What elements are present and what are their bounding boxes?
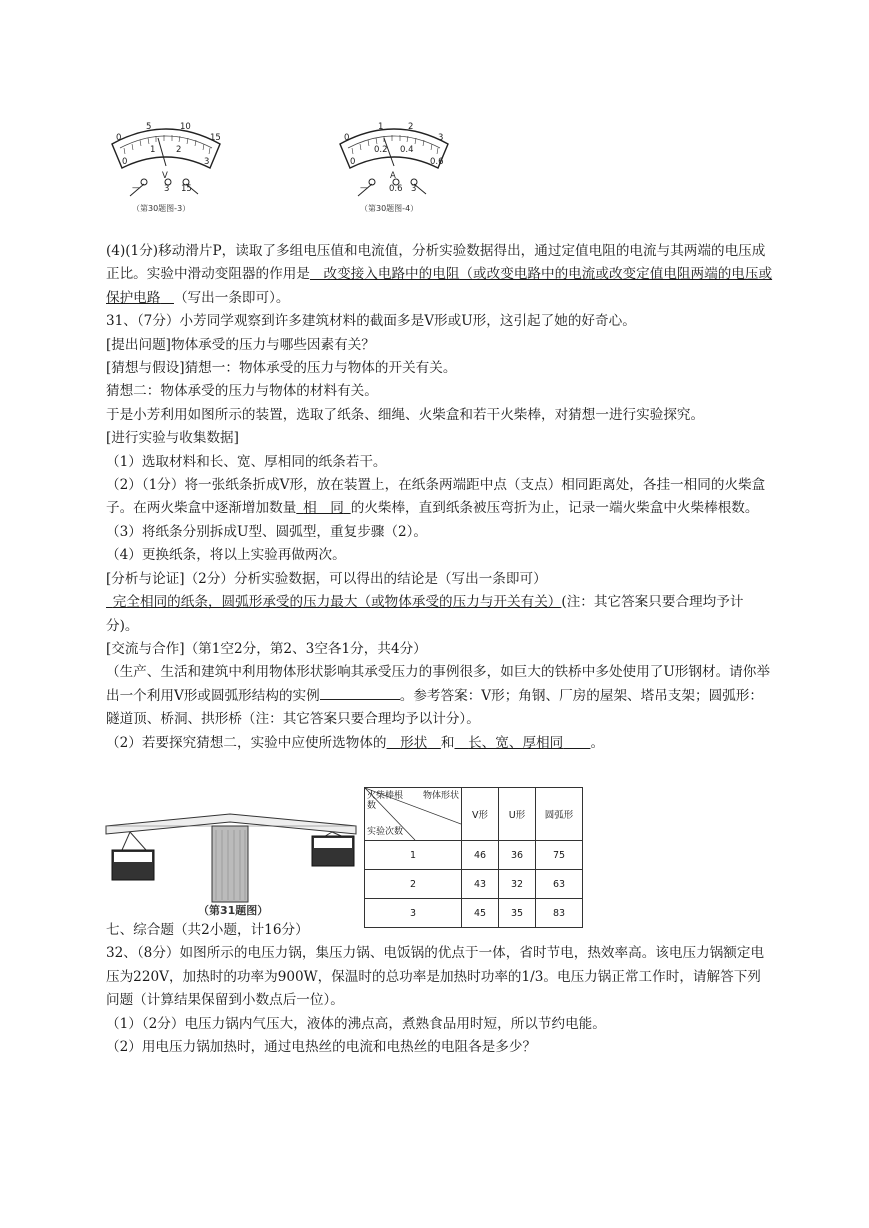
table-corner-header (365, 788, 462, 841)
voltmeter-unit: V (162, 171, 168, 181)
table-cell: 46 (462, 841, 499, 870)
ammeter-top-0: 0 (344, 133, 350, 143)
q31-hypothesis-2: 猜想二：物体承受的压力与物体的材料有关。 (106, 383, 378, 400)
q31-analysis-answer (106, 591, 774, 638)
table-header-matches: 火柴棒根数 (367, 791, 404, 811)
ammeter-terminal-neg: — (360, 183, 369, 193)
ammeter-bottom-0: 0 (350, 157, 356, 167)
q31-question: [提出问题]物体承受的压力与哪些因素有关？ (106, 336, 375, 353)
table-cell: 63 (536, 870, 583, 899)
table-header-shape: 物体形状 (422, 791, 459, 801)
voltmeter-top-0: 0 (116, 133, 122, 143)
table-col-v: V形 (462, 788, 499, 841)
table-col-u: U形 (499, 788, 536, 841)
q32-title: 32、（8分）如图所示的电压力锅，集压力锅、电饭锅的优点于一体，省时节电，热效率高。该电压力锅额定电压为220V，加热时的功率为900W，保温时的总功率是加热时功率的1/3。电压力锅正常工作时，请解答下列问题（计算结果保留到小数点后一位）。 (106, 945, 765, 1009)
table-cell: 83 (536, 899, 583, 928)
voltmeter-figure (106, 118, 226, 216)
ammeter-top-1: 1 (378, 122, 384, 132)
q31-h2-tail: 。 (590, 734, 605, 751)
voltmeter-terminal-neg: — (132, 183, 141, 193)
voltmeter-top-3: 15 (210, 133, 221, 143)
voltmeter-top-1: 5 (146, 122, 152, 132)
ammeter-terminal-06: 0.6 (389, 184, 403, 194)
q31-conclusion-text: 完全相同的纸条，圆弧形承受的压力最大（或物体承受的压力与开关有关） (112, 594, 562, 611)
q31-hypothesis-1: [猜想与假设]猜想一：物体承受的压力与物体的开关有关。 (106, 360, 457, 377)
table-col-arc: 圆弧形 (536, 788, 583, 841)
q31-step-3: （3）将纸条分别拆成U型、圆弧型，重复步骤（2）。 (106, 523, 428, 540)
table-cell: 32 (499, 870, 536, 899)
table-cell: 36 (499, 841, 536, 870)
q31-step-2-answer-text: 相 同 (303, 500, 344, 517)
ammeter-figure (334, 118, 454, 216)
q31-title: 31、（7分）小芳同学观察到许多建筑材料的截面多是V形或U形，这引起了她的好奇心。 (106, 313, 636, 330)
q31-step-2-answer (296, 500, 350, 516)
q31-step-1: （1）选取材料和长、宽、厚相同的纸条若干。 (106, 453, 387, 470)
q31-example (106, 661, 774, 731)
table-trial: 3 (365, 899, 462, 928)
ammeter-bottom-2: 0.4 (400, 145, 414, 155)
voltmeter-terminal-15: 15 (181, 184, 192, 194)
q30-part4 (106, 240, 774, 310)
q31-example-blank (320, 687, 400, 700)
q31-h2-answer-1 (387, 735, 441, 751)
q31-experiment-heading: [进行实验与收集数据] (106, 430, 239, 447)
q31-h2-answer-2 (455, 735, 591, 751)
table-row (365, 841, 583, 870)
question-text (106, 240, 774, 755)
voltmeter-top-2: 10 (180, 122, 191, 132)
q31-example-reference: 。参考答案：V形；角钢、厂房的屋架、塔吊支架；圆弧形：隧道顶、桥洞、拱形桥（注：其它答案只要合理均予以计分）。 (106, 687, 763, 728)
table-trial: 1 (365, 841, 462, 870)
q31-setup: 于是小芳利用如图所示的装置，选取了纸条、细绳、火柴盒和若干火柴棒，对猜想一进行实验探究。 (106, 406, 705, 423)
table-header-trials: 实验次数 (367, 827, 404, 837)
q31-h2-text: （2）若要探究猜想二，实验中应使所选物体的 (106, 734, 387, 751)
table-row (365, 870, 583, 899)
table-cell: 45 (462, 899, 499, 928)
section-seven-title: 七、综合题（共2小题，计16分） (106, 922, 309, 938)
voltmeter-bottom-0: 0 (122, 157, 128, 167)
q31-apparatus-figure (100, 796, 362, 920)
q31-h2-answer-2-text: 长、宽、厚相同 (468, 734, 564, 751)
table-trial: 2 (365, 870, 462, 899)
voltmeter-bottom-1: 1 (150, 145, 156, 155)
q31-example-text: （生产、生活和建筑中利用物体形状影响其承受压力的事例很多，如巨大的铁桥中多处使用了U形钢材。请你举出一个利用V形或圆弧形结构的实例 (106, 664, 770, 704)
q30-part4-text: (4)(1分)移动滑片P，读取了多组电压值和电流值，分析实验数据得出，通过定值电阻的电流与其两端的电压成正比。实验中滑动变阻器的作用是 (106, 243, 766, 283)
ammeter-bottom-1: 0.2 (374, 145, 388, 155)
q32-part2: （2）用电压力锅加热时，通过电热丝的电流和电热丝的电阻各是多少？ (106, 1039, 537, 1056)
ammeter-top-2: 2 (408, 122, 414, 132)
q31-hypothesis-2-question (106, 732, 774, 755)
ammeter-bottom-3: 0.6 (430, 157, 444, 167)
q30-part4-answer-text: 改变接入电路中的电阻（或改变电路中的电流或改变定值电阻两端的电压或保护电路 (106, 266, 773, 306)
table-cell: 35 (499, 899, 536, 928)
table-cell: 43 (462, 870, 499, 899)
ammeter-caption: （第30题图-4） (360, 204, 419, 213)
q31-h2-and: 和 (440, 734, 455, 751)
voltmeter-terminal-3: 3 (164, 184, 170, 194)
table-cell: 75 (536, 841, 583, 870)
voltmeter-caption: （第30题图-3） (132, 204, 191, 213)
q32-part1: （1）（2分）电压力锅内气压大，液体的沸点高，煮熟食品用时短，所以节约电能。 (106, 1015, 606, 1032)
q31-step-4: （4）更换纸条，将以上实验再做两次。 (106, 547, 346, 564)
ammeter-unit: A (390, 171, 396, 181)
q31-step-2 (106, 474, 774, 521)
q31-step-2-tail: 的火柴棒，直到纸条被压弯折为止，记录一端火柴盒中火柴棒根数。 (350, 500, 759, 517)
voltmeter-bottom-3: 3 (204, 157, 210, 167)
q31-analysis: [分析与论证]（2分）分析实验数据，可以得出的结论是（写出一条即可） (106, 570, 547, 587)
section-seven-text (106, 919, 774, 1059)
voltmeter-bottom-2: 2 (176, 145, 182, 155)
q31-data-table (364, 787, 583, 928)
q30-part4-tail: （写出一条即可）。 (173, 289, 290, 306)
q31-communication: [交流与合作]（第1空2分，第2、3空各1分，共4分） (106, 640, 427, 657)
ammeter-top-3: 3 (438, 133, 444, 143)
q31-conclusion-note: (注：其它答案只要合理均予计分)。 (106, 594, 744, 634)
q31-h2-answer-1-text: 形状 (400, 734, 428, 751)
ammeter-terminal-3: 3 (411, 184, 417, 194)
q31-step-2-text: （2）（1分）将一张纸条折成V形，放在装置上，在纸条两端距中点（支点）相同距离处，各挂一相同的火柴盒子。在两火柴盒中逐渐增加数量 (106, 477, 766, 517)
q31-figure-caption: （第31题图） (198, 904, 269, 917)
q31-conclusion (106, 594, 561, 610)
